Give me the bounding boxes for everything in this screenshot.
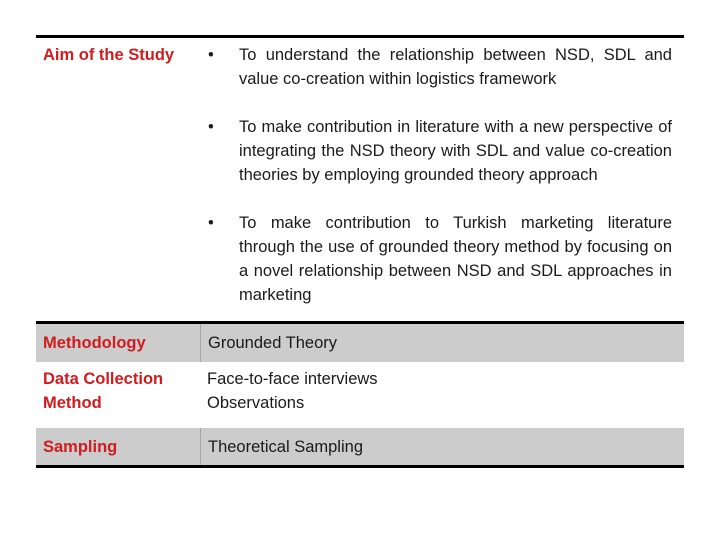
row-label xyxy=(36,367,200,415)
bullet-item: • To understand the relationship between NSD, SDL and value co-creation within logistics framework xyxy=(206,43,672,91)
label-line: Method xyxy=(43,394,102,412)
bullet-item: • To make contribution in literature with a new perspective of integrating the NSD theory with SDL and value co-creation theories by employing grounded theory approach xyxy=(206,115,672,187)
value-line: Face-to-face interviews xyxy=(207,370,378,388)
row-sampling xyxy=(36,428,684,465)
row-value xyxy=(200,43,684,307)
bottom-rule xyxy=(36,465,684,468)
row-value: Grounded Theory xyxy=(200,324,684,362)
row-label: Sampling xyxy=(43,437,118,456)
row-label: Aim of the Study xyxy=(43,46,175,64)
row-value xyxy=(200,367,684,415)
row-data-collection xyxy=(36,362,684,428)
aim-bullet-list xyxy=(206,43,672,307)
row-label: Methodology xyxy=(43,334,146,352)
study-summary-table xyxy=(36,35,684,468)
row-value: Theoretical Sampling xyxy=(200,428,684,465)
label-line: Data Collection xyxy=(43,370,164,388)
row-aim-of-study xyxy=(36,38,684,321)
row-methodology xyxy=(36,324,684,362)
value-line: Observations xyxy=(207,394,305,412)
bullet-item: • To make contribution to Turkish marketing literature through the use of grounded theory method by focusing on a novel relationship between NSD and SDL approaches in marketing xyxy=(206,211,672,307)
